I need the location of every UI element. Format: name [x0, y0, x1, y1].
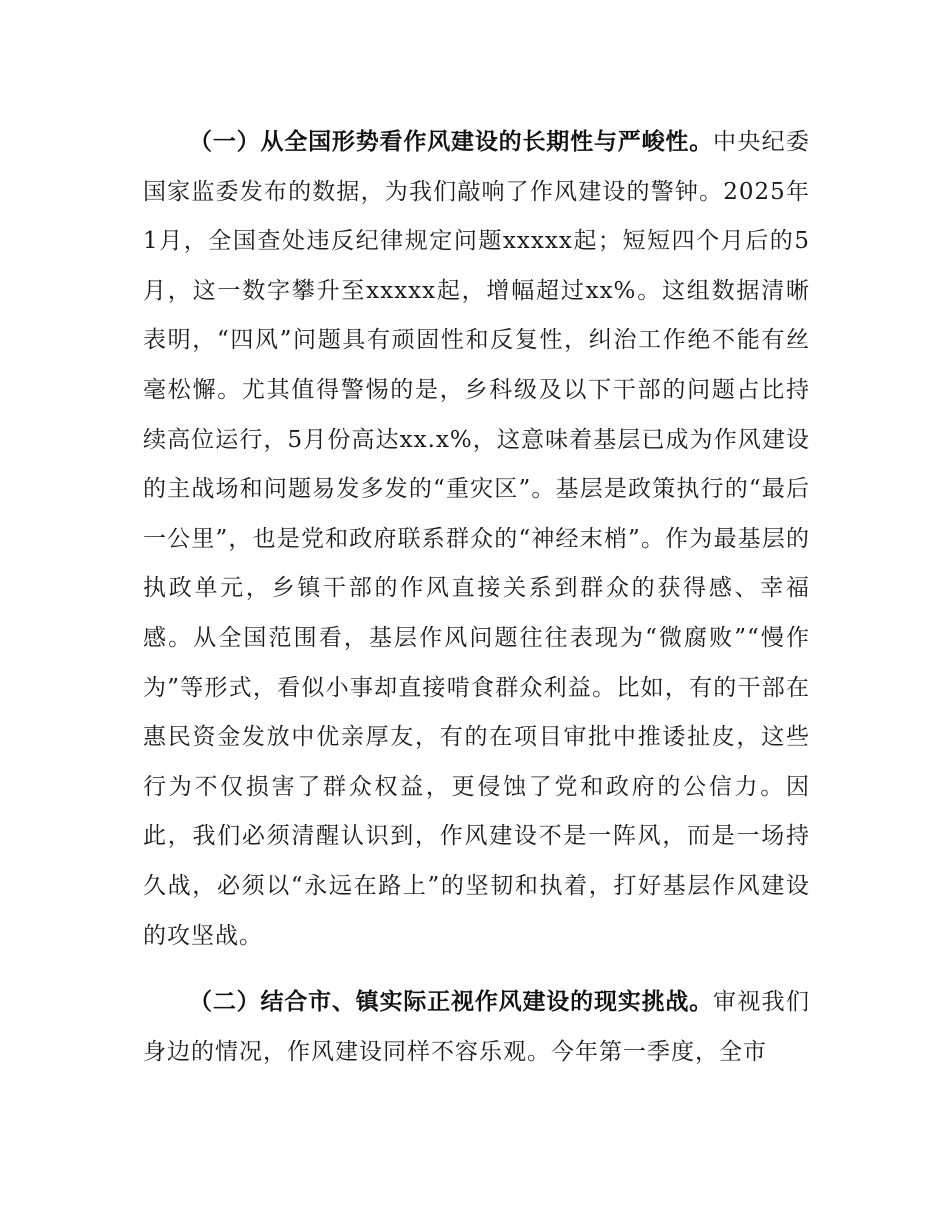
paragraph-1-body: 中央纪委国家监委发布的数据，为我们敲响了作风建设的警钟。2025年1月，全国查处违反纪律规定问题xxxxx起；短短四个月后的5月，这一数字攀升至xxxxx起，增幅超过xx%。这组数据清晰表明，“四风”问题具有顽固性和反复性，纠治工作绝不能有丝毫松懈。尤其值得警惕的是，乡科级及以下干部的问题占比持续高位运行，5月份高达xx.x%，这意味着基层已成为作风建设的主战场和问题易发多发的“重灾区”。基层是政策执行的“最后一公里”，也是党和政府联系群众的“神经末梢”。作为最基层的执政单元，乡镇干部的作风直接关系到群众的获得感、幸福感。从全国范围看，基层作风问题往往表现为“微腐败”“慢作为”等形式，看似小事却直接啃食群众利益。比如，有的干部在惠民资金发放中优亲厚友，有的在项目审批中推诿扯皮，这些行为不仅损害了群众权益，更侵蚀了党和政府的公信力。因此，我们必须清醒认识到，作风建设不是一阵风，而是一场持久战，必须以“永远在路上”的坚韧和执着，打好基层作风建设的攻坚战。: [143, 129, 811, 949]
paragraph-1: [143, 118, 810, 961]
paragraph-2: [143, 978, 810, 1077]
paragraph-2-body: 审视我们身边的情况，作风建设同样不容乐观。今年第一季度，全市: [143, 989, 811, 1065]
paragraph-1-heading: （一）从全国形势看作风建设的长期性与严峻性。: [189, 129, 714, 155]
paragraph-2-heading: （二）结合市、镇实际正视作风建设的现实挑战。: [189, 989, 714, 1015]
